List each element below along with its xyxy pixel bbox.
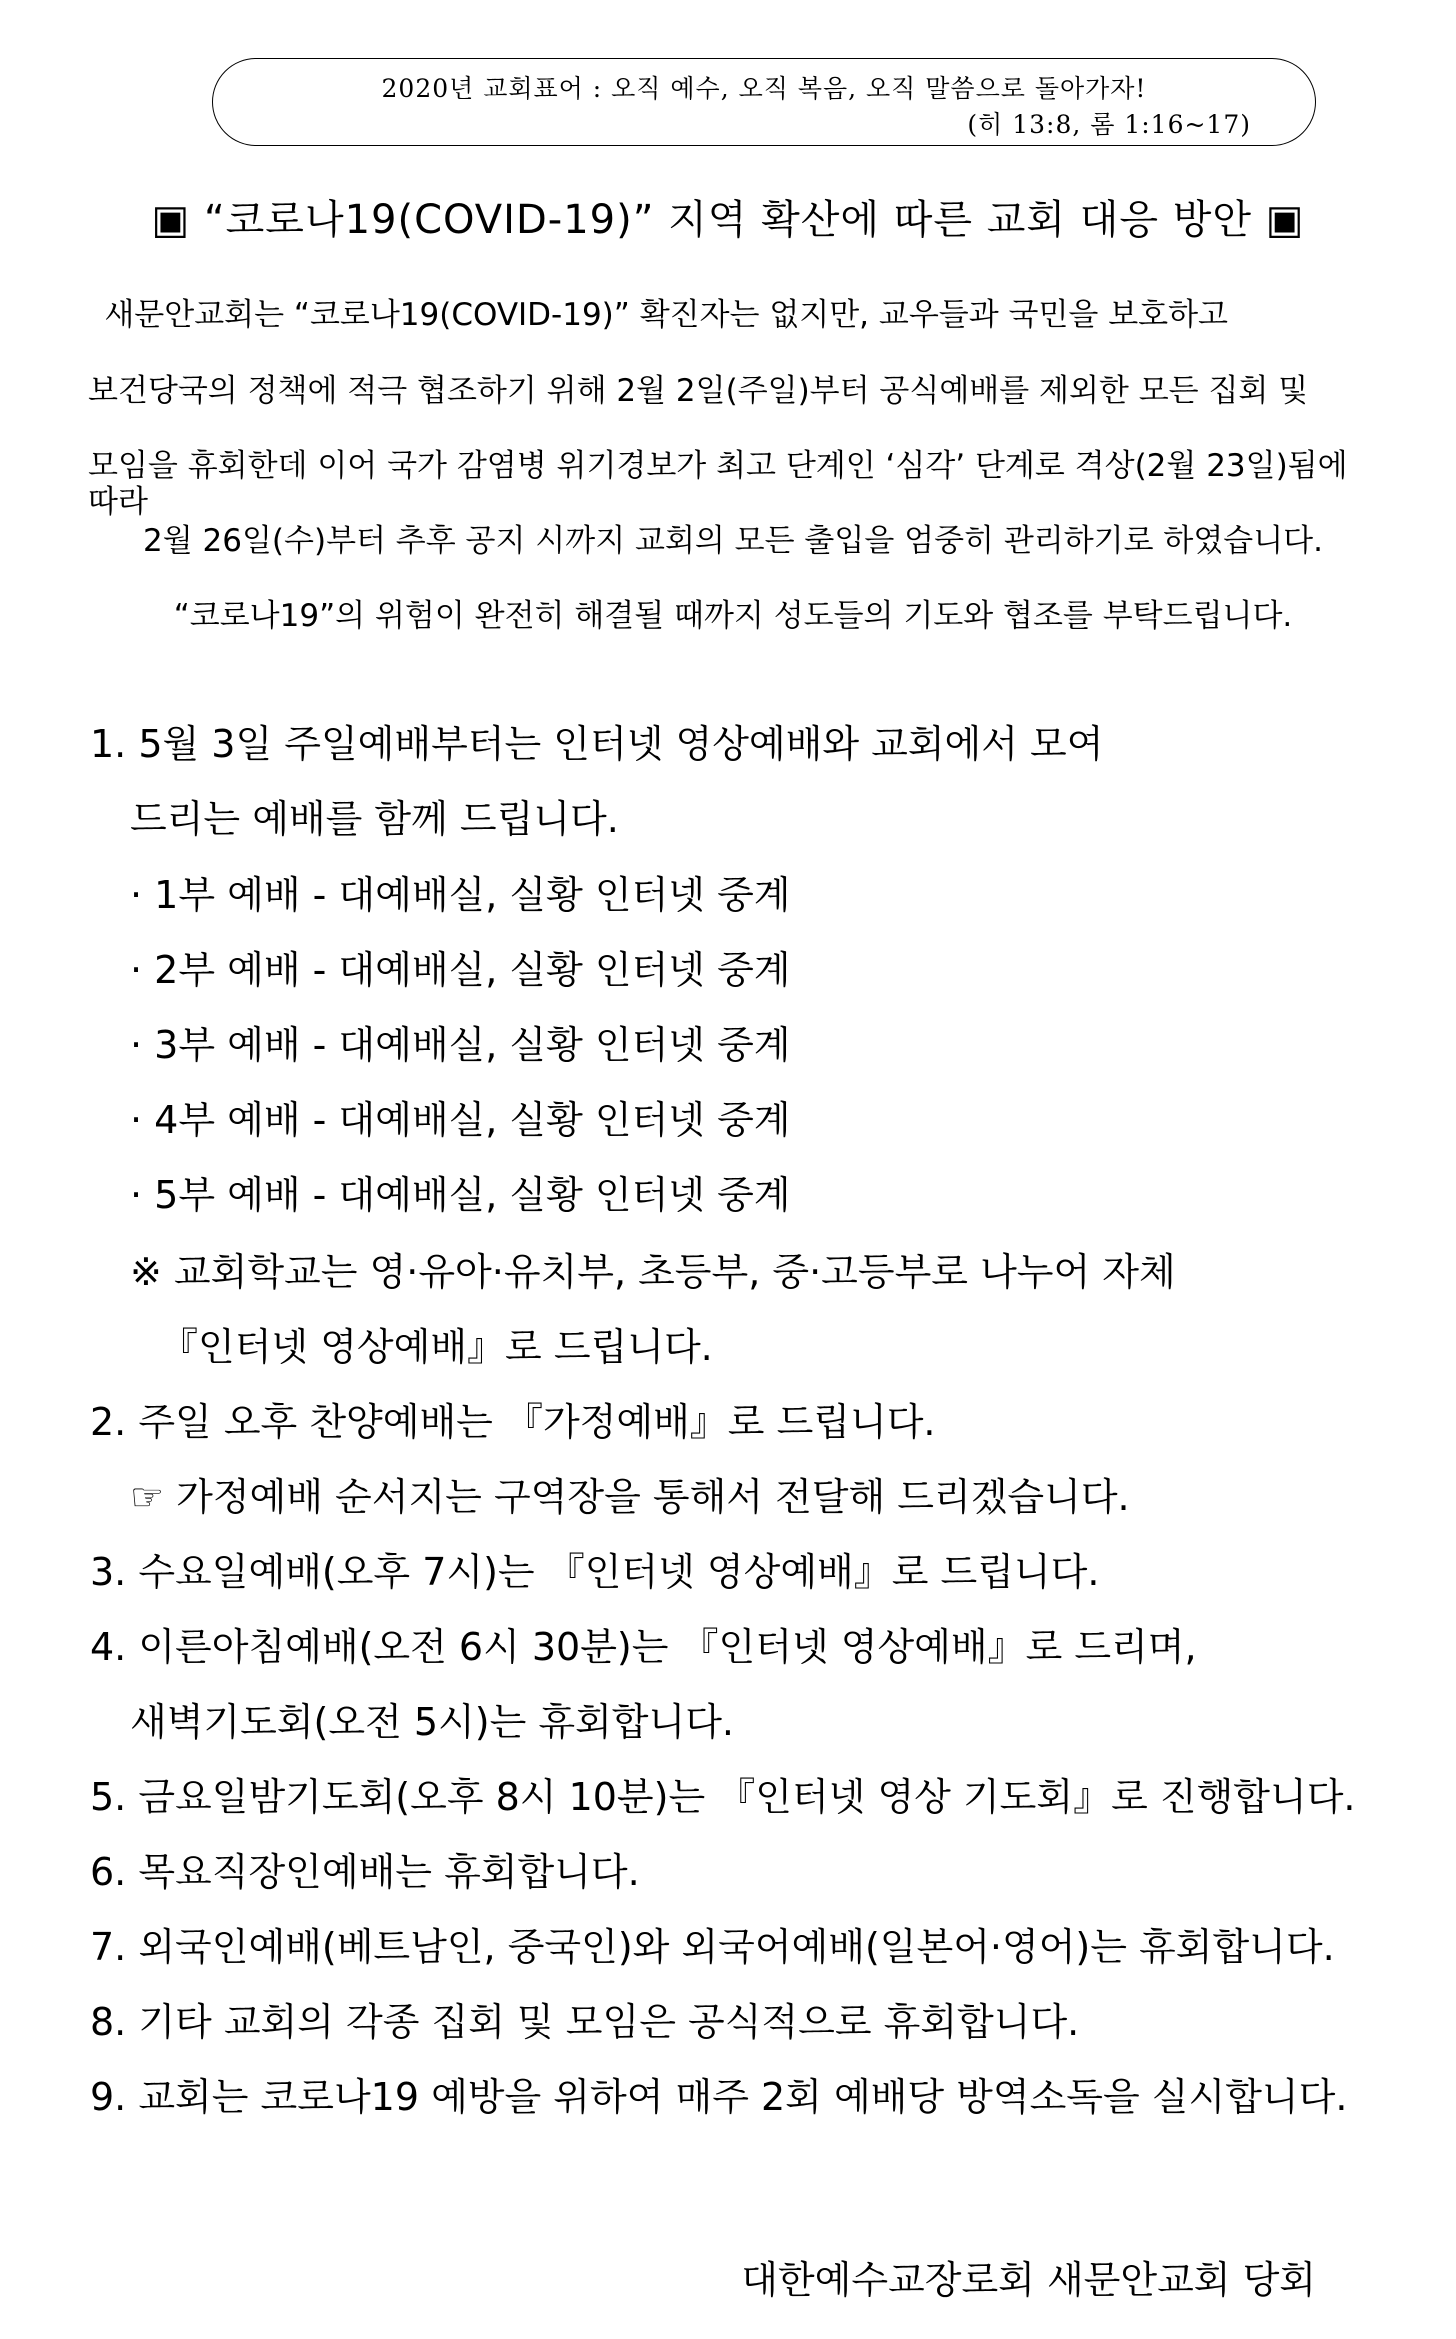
page-title: ▣ “코로나19(COVID-19)” 지역 확산에 따른 교회 대응 방안 ▣ [151, 197, 1305, 243]
list-item-9: 9. 교회는 코로나19 예방을 위하여 매주 2회 예배당 방역소독을 실시합니다. [90, 2075, 1348, 2119]
service-line-3: · 3부 예배 - 대예배실, 실황 인터넷 중계 [130, 1023, 791, 1067]
list-item-1: 1. 5월 3일 주일예배부터는 인터넷 영상예배와 교회에서 모여 [90, 722, 1104, 766]
list-item-5: 5. 금요일밤기도회(오후 8시 10분)는 『인터넷 영상 기도회』로 진행합니다. [90, 1775, 1356, 1819]
service-line-5: · 5부 예배 - 대예배실, 실황 인터넷 중계 [130, 1173, 791, 1217]
church-motto-box [212, 58, 1316, 146]
motto-verse-reference: (히 13:8, 롬 1:16~17) [967, 110, 1251, 139]
motto-text: 2020년 교회표어 : 오직 예수, 오직 복음, 오직 말씀으로 돌아가자! [381, 74, 1147, 103]
intro-line-1: 새문안교회는 “코로나19(COVID-19)” 확진자는 없지만, 교우들과 국민을 보호하고 [104, 297, 1228, 333]
home-worship-note: ☞ 가정예배 순서지는 구역장을 통해서 전달해 드리겠습니다. [130, 1475, 1130, 1519]
church-school-note: ※ 교회학교는 영·유아·유치부, 초등부, 중·고등부로 나누어 자체 [130, 1250, 1176, 1294]
list-item-4-continued: 새벽기도회(오전 5시)는 휴회합니다. [130, 1700, 734, 1744]
list-item-3: 3. 수요일예배(오후 7시)는 『인터넷 영상예배』로 드립니다. [90, 1550, 1100, 1594]
intro-line-4: 2월 26일(수)부터 추후 공지 시까지 교회의 모든 출입을 엄중히 관리하기로 하였습니다. [143, 523, 1323, 559]
intro-line-5: “코로나19”의 위험이 완전히 해결될 때까지 성도들의 기도와 협조를 부탁드립니다. [173, 598, 1293, 634]
service-line-1: · 1부 예배 - 대예배실, 실황 인터넷 중계 [130, 873, 791, 917]
service-line-2: · 2부 예배 - 대예배실, 실황 인터넷 중계 [130, 948, 791, 992]
list-item-4: 4. 이른아침예배(오전 6시 30분)는 『인터넷 영상예배』로 드리며, [90, 1625, 1197, 1669]
signature: 대한예수교장로회 새문안교회 당회 [741, 2258, 1316, 2302]
list-item-8: 8. 기타 교회의 각종 집회 및 모임은 공식적으로 휴회합니다. [90, 2000, 1080, 2044]
list-item-2: 2. 주일 오후 찬양예배는 『가정예배』로 드립니다. [90, 1400, 936, 1444]
list-item-6: 6. 목요직장인예배는 휴회합니다. [90, 1850, 640, 1894]
church-school-note-continued: 『인터넷 영상예배』로 드립니다. [160, 1325, 713, 1369]
intro-line-3: 모임을 휴회한데 이어 국가 감염병 위기경보가 최고 단계인 ‘심각’ 단계로 격상(2월 23일)됨에 따라 [88, 448, 1348, 520]
list-item-7: 7. 외국인예배(베트남인, 중국인)와 외국어예배(일본어·영어)는 휴회합니다. [90, 1925, 1335, 1969]
service-line-4: · 4부 예배 - 대예배실, 실황 인터넷 중계 [130, 1098, 791, 1142]
intro-line-2: 보건당국의 정책에 적극 협조하기 위해 2월 2일(주일)부터 공식예배를 제외한 모든 집회 및 [88, 373, 1309, 409]
list-item-1-continued: 드리는 예배를 함께 드립니다. [130, 797, 619, 841]
